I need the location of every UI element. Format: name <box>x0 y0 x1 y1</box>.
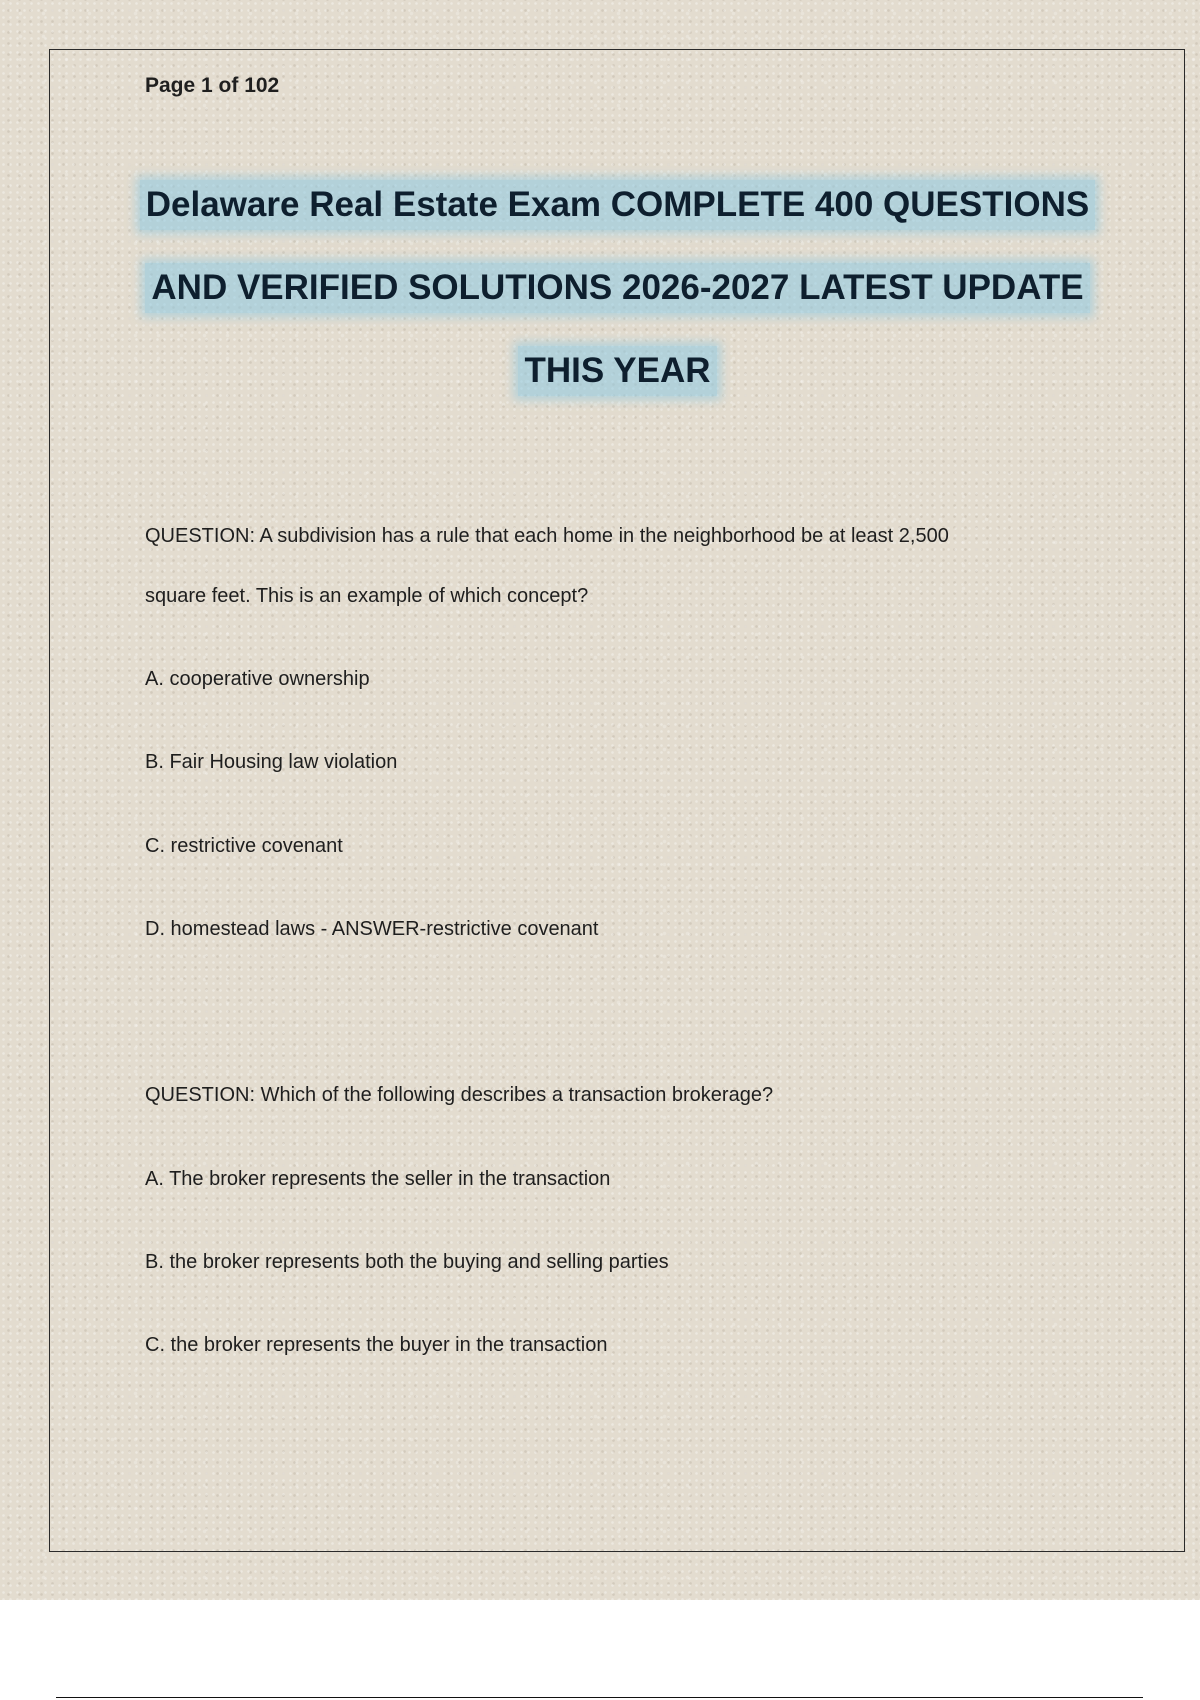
title-line-3-text: THIS YEAR <box>518 346 716 396</box>
question-2-option-c: C. the broker represents the buyer in the transaction <box>145 1334 608 1356</box>
question-1-option-a: A. cooperative ownership <box>145 668 370 690</box>
document-title <box>100 180 1135 429</box>
title-line-1-text: Delaware Real Estate Exam COMPLETE 400 QUESTIONS <box>140 180 1095 230</box>
title-line-2 <box>100 263 1135 346</box>
question-1-text-line-1: QUESTION: A subdivision has a rule that each home in the neighborhood be at least 2,500 <box>145 525 949 547</box>
page-number: Page 1 of 102 <box>145 74 280 97</box>
question-2-option-b: B. the broker represents both the buying and selling parties <box>145 1251 669 1273</box>
question-1-option-d-answer: D. homestead laws - ANSWER-restrictive covenant <box>145 918 599 940</box>
title-line-3 <box>100 346 1135 429</box>
title-line-1 <box>100 180 1135 263</box>
question-1-text-line-2: square feet. This is an example of which concept? <box>145 585 589 607</box>
question-2-text: QUESTION: Which of the following describes a transaction brokerage? <box>145 1084 774 1106</box>
footer-divider <box>56 1697 1143 1698</box>
question-2-option-a: A. The broker represents the seller in the transaction <box>145 1168 611 1190</box>
question-1-option-b: B. Fair Housing law violation <box>145 751 398 773</box>
title-line-2-text: AND VERIFIED SOLUTIONS 2026-2027 LATEST UPDATE <box>145 263 1089 313</box>
question-1-option-c: C. restrictive covenant <box>145 835 343 857</box>
